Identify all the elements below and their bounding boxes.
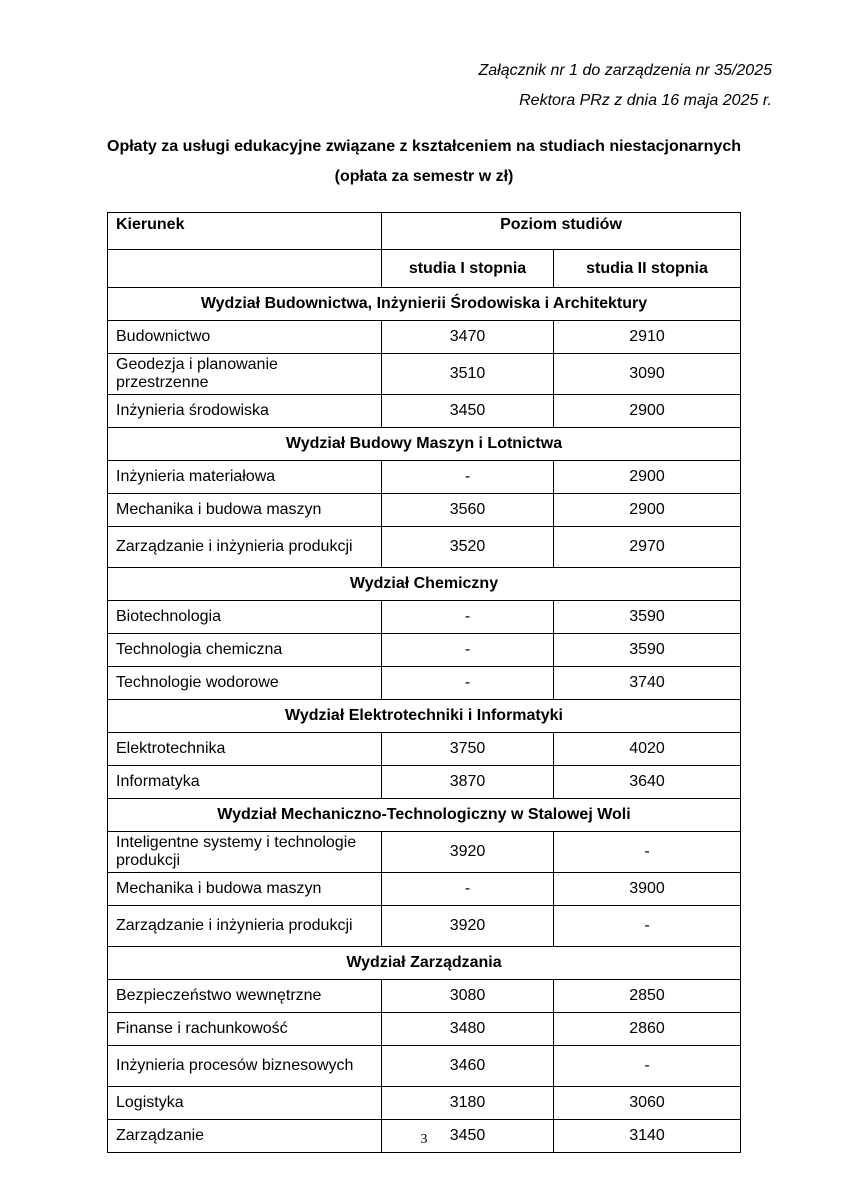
first-degree-fee: 3870 [382,766,554,799]
faculty-name: Wydział Mechaniczno-Technologiczny w Stalowej Woli [108,799,741,832]
column-header-first-degree: studia I stopnia [382,250,554,288]
field-name: Zarządzanie i inżynieria produkcji [108,906,382,947]
first-degree-fee: - [382,601,554,634]
field-name: Inżynieria materiałowa [108,461,382,494]
first-degree-fee: 3450 [382,1120,554,1153]
first-degree-fee: 3920 [382,832,554,873]
column-header-kierunek: Kierunek [108,213,382,250]
first-degree-fee: 3920 [382,906,554,947]
document-subtitle: (opłata za semestr w zł) [334,168,514,185]
faculty-name: Wydział Budowy Maszyn i Lotnictwa [108,428,741,461]
column-header-poziom: Poziom studiów [382,213,741,250]
table-row [108,494,741,527]
first-degree-fee: 3560 [382,494,554,527]
field-name: Informatyka [108,766,382,799]
table-row [108,461,741,494]
table-row [108,733,741,766]
first-degree-fee: - [382,461,554,494]
table-row [108,634,741,667]
faculty-section-row [108,288,741,321]
second-degree-fee: 4020 [554,733,741,766]
faculty-section-row [108,428,741,461]
table-row [108,395,741,428]
page-number: 3 [420,1132,428,1147]
table-row [108,832,741,873]
table-row [108,601,741,634]
first-degree-fee: 3470 [382,321,554,354]
field-name: Mechanika i budowa maszyn [108,494,382,527]
faculty-name: Wydział Zarządzania [108,947,741,980]
first-degree-fee: 3520 [382,527,554,568]
first-degree-fee: 3450 [382,395,554,428]
first-degree-fee: 3080 [382,980,554,1013]
table-row [108,906,741,947]
table-row [108,667,741,700]
first-degree-fee: 3510 [382,354,554,395]
table-row [108,321,741,354]
table-row [108,766,741,799]
second-degree-fee: 3900 [554,873,741,906]
faculty-section-row [108,568,741,601]
table-row [108,527,741,568]
column-header-empty [108,250,382,288]
table-row [108,1046,741,1087]
second-degree-fee: 2850 [554,980,741,1013]
document-title: Opłaty za usługi edukacyjne związane z kształceniem na studiach niestacjonarnych [107,138,741,155]
attachment-header-line2: Rektora PRz z dnia 16 maja 2025 r. [519,92,772,109]
field-name: Zarządzanie [108,1120,382,1153]
first-degree-fee: - [382,634,554,667]
table-row [108,1013,741,1046]
field-name: Finanse i rachunkowość [108,1013,382,1046]
faculty-name: Wydział Budownictwa, Inżynierii Środowiska i Architektury [108,288,741,321]
second-degree-fee: 3740 [554,667,741,700]
field-name: Bezpieczeństwo wewnętrzne [108,980,382,1013]
faculty-name: Wydział Chemiczny [108,568,741,601]
second-degree-fee: 3140 [554,1120,741,1153]
second-degree-fee: 3590 [554,634,741,667]
second-degree-fee: 2900 [554,494,741,527]
second-degree-fee: 2910 [554,321,741,354]
field-name: Budownictwo [108,321,382,354]
faculty-section-row [108,799,741,832]
field-name: Logistyka [108,1087,382,1120]
first-degree-fee: 3750 [382,733,554,766]
second-degree-fee: 3590 [554,601,741,634]
first-degree-fee: - [382,667,554,700]
second-degree-fee: - [554,1046,741,1087]
field-name: Geodezja i planowanie przestrzenne [108,354,382,395]
field-name: Elektrotechnika [108,733,382,766]
column-header-second-degree: studia II stopnia [554,250,741,288]
first-degree-fee: 3460 [382,1046,554,1087]
table-row [108,1087,741,1120]
second-degree-fee: 2970 [554,527,741,568]
first-degree-fee: - [382,873,554,906]
field-name: Technologia chemiczna [108,634,382,667]
table-subheader-row [108,250,741,288]
second-degree-fee: 2860 [554,1013,741,1046]
second-degree-fee: 2900 [554,461,741,494]
table-row [108,980,741,1013]
faculty-name: Wydział Elektrotechniki i Informatyki [108,700,741,733]
field-name: Biotechnologia [108,601,382,634]
second-degree-fee: 3060 [554,1087,741,1120]
first-degree-fee: 3480 [382,1013,554,1046]
field-name: Mechanika i budowa maszyn [108,873,382,906]
field-name: Inteligentne systemy i technologie produkcji [108,832,382,873]
table-header-row [108,213,741,250]
fees-table [107,212,741,1153]
second-degree-fee: 3640 [554,766,741,799]
second-degree-fee: - [554,832,741,873]
field-name: Technologie wodorowe [108,667,382,700]
field-name: Zarządzanie i inżynieria produkcji [108,527,382,568]
faculty-section-row [108,947,741,980]
field-name: Inżynieria środowiska [108,395,382,428]
second-degree-fee: - [554,906,741,947]
second-degree-fee: 2900 [554,395,741,428]
attachment-header-line1: Załącznik nr 1 do zarządzenia nr 35/2025 [478,62,772,79]
table-row [108,873,741,906]
faculty-section-row [108,700,741,733]
first-degree-fee: 3180 [382,1087,554,1120]
second-degree-fee: 3090 [554,354,741,395]
field-name: Inżynieria procesów biznesowych [108,1046,382,1087]
table-row [108,354,741,395]
